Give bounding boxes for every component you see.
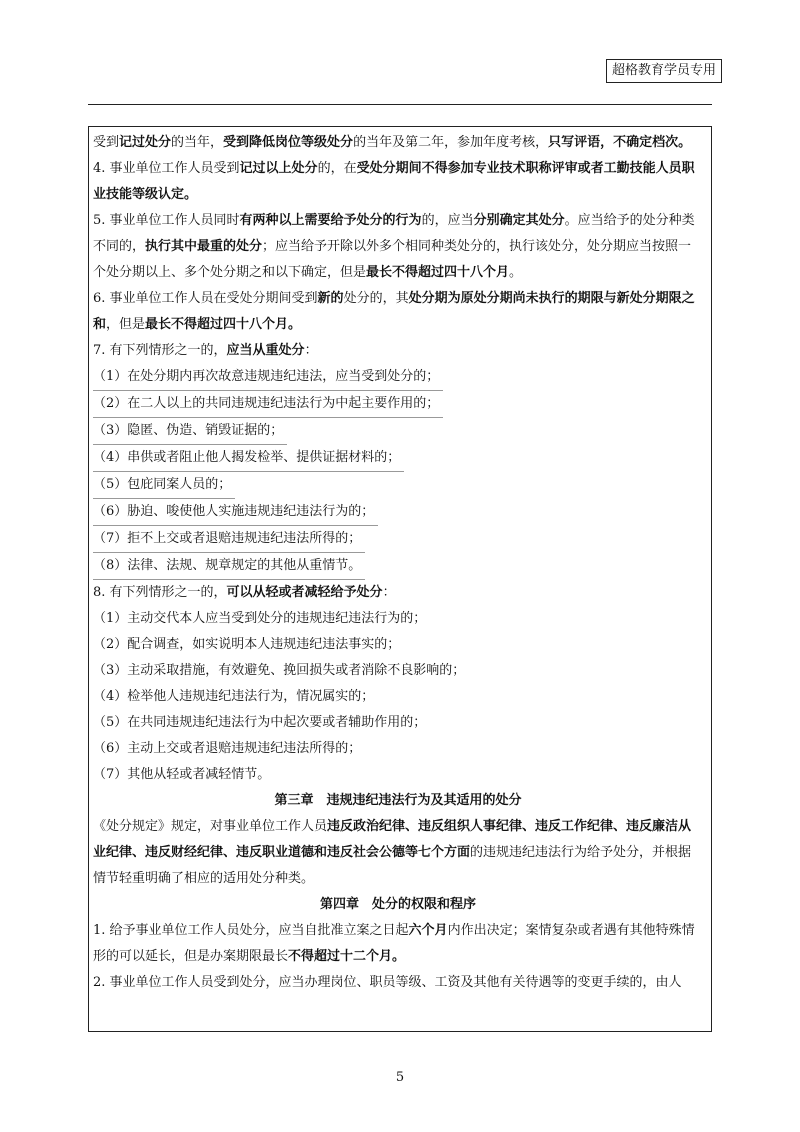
text-segment: （5）在共同违规违纪违法行为中起次要或者辅助作用的； — [93, 715, 427, 730]
chapter-heading: 第三章 违规违纪违法行为及其适用的处分 — [274, 793, 522, 808]
paragraph — [93, 814, 703, 892]
text-segment: 的违规违纪违法行为给予处分，并根据情节轻重明确了相应的适用处分种类。 — [93, 845, 692, 886]
emphasis-text: 新的 — [317, 291, 344, 306]
emphasis-text: 有两种以上需要给予处分的行为 — [239, 213, 422, 228]
text-segment: （2）配合调查，如实说明本人违规违纪违法事实的； — [93, 637, 401, 652]
text-segment: ： — [304, 343, 318, 358]
list-item — [93, 472, 703, 499]
list-item — [93, 391, 703, 418]
text-segment: 的，在 — [317, 161, 357, 176]
text-segment: 1. 给予事业单位工作人员处分，应当自批准立案之日起 — [93, 923, 409, 938]
paragraph — [93, 580, 703, 606]
paragraph — [93, 286, 703, 338]
list-item-text: （5）包庇同案人员的； — [93, 472, 235, 499]
text-segment: （1）主动交代本人应当受到处分的违规违纪违法行为的； — [93, 611, 427, 626]
paragraph — [93, 338, 703, 364]
emphasis-text: 处分期为原处分期尚未执行的期限与新处分期限之和 — [93, 291, 695, 332]
paragraph — [93, 970, 703, 996]
emphasis-text: 不得超过十二个月。 — [288, 949, 406, 964]
paragraph — [93, 658, 703, 684]
text-segment: （3）主动采取措施，有效避免、挽回损失或者消除不良影响的； — [93, 663, 466, 678]
list-item-text: （2）在二人以上的共同违规违纪违法行为中起主要作用的； — [93, 391, 443, 418]
emphasis-text: 记过以上处分 — [239, 161, 318, 176]
emphasis-text: 分别确定其处分 — [473, 213, 565, 228]
text-segment: 2. 事业单位工作人员受到处分，应当办理岗位、职员等级、工资及其他有关待遇等的变更手续的，由人 — [93, 975, 682, 990]
list-item — [93, 418, 703, 445]
text-segment: 的，应当 — [421, 213, 474, 228]
paragraph — [93, 208, 703, 286]
paragraph — [93, 918, 703, 970]
list-item-text: （7）拒不上交或者退赔违规违纪违法所得的； — [93, 526, 365, 553]
text-segment: （7）其他从轻或者减轻情节。 — [93, 767, 271, 782]
list-item-text: （8）法律、法规、规章规定的其他从重情节。 — [93, 553, 365, 580]
text-segment: 的当年及第二年，参加年度考核， — [353, 135, 549, 150]
emphasis-text: 违反政治纪律、违反组织人事纪律、违反工作纪律、违反廉洁从业纪律、违反财经纪律、违反职业道德和违反社会公德等七个方面 — [93, 819, 692, 860]
text-segment: ，但是 — [106, 317, 146, 332]
header-tag: 超格教育学员专用 — [606, 59, 722, 83]
text-segment: （4）检举他人违规违纪违法行为，情况属实的； — [93, 689, 375, 704]
emphasis-text: 六个月 — [408, 923, 448, 938]
emphasis-text: 受到降低岗位等级处分 — [223, 135, 354, 150]
paragraph — [93, 736, 703, 762]
paragraph — [93, 684, 703, 710]
header-divider — [88, 104, 712, 105]
text-segment: 5. 事业单位工作人员同时 — [93, 213, 240, 228]
paragraph — [93, 632, 703, 658]
text-segment: 《处分规定》规定，对事业单位工作人员 — [93, 819, 328, 834]
list-item — [93, 445, 703, 472]
list-item — [93, 526, 703, 553]
list-item-text: （4）串供或者阻止他人揭发检举、提供证据材料的； — [93, 445, 404, 472]
list-item-text: （6）胁迫、唆使他人实施违规违纪违法行为的； — [93, 499, 378, 526]
list-item — [93, 499, 703, 526]
text-segment: （6）主动上交或者退赔违规违纪违法所得的； — [93, 741, 362, 756]
list-item — [93, 364, 703, 391]
list-item-text: （1）在处分期内再次故意违规违纪违法，应当受到处分的； — [93, 364, 443, 391]
content-frame — [88, 126, 712, 1032]
chapter-heading: 第四章 处分的权限和程序 — [319, 897, 476, 912]
paragraph — [93, 130, 703, 156]
emphasis-text: 最长不得超过四十八个月 — [366, 265, 510, 280]
text-segment: 受到 — [93, 135, 120, 150]
text-segment: ： — [382, 585, 396, 600]
text-segment: 处分的，其 — [343, 291, 409, 306]
text-segment: 的当年， — [171, 135, 224, 150]
list-item — [93, 553, 703, 580]
paragraph — [93, 710, 703, 736]
text-segment: 。应当给予的处分种类不同的， — [93, 213, 695, 254]
text-segment: 。 — [509, 265, 523, 280]
emphasis-text: 最长不得超过四十八个月。 — [145, 317, 302, 332]
emphasis-text: 执行其中最重的处分 — [145, 239, 263, 254]
emphasis-text: 只写评语，不确定档次。 — [548, 135, 692, 150]
paragraph — [93, 156, 703, 208]
text-segment: 8. 有下列情形之一的， — [93, 585, 227, 600]
text-segment: 6. 事业单位工作人员在受处分期间受到 — [93, 291, 318, 306]
emphasis-text: 记过处分 — [119, 135, 172, 150]
text-segment: ；应当给予开除以外多个相同种类处分的，执行该处分，处分期应当按照一个处分期以上、多个处分期之和以下确定，但是 — [93, 239, 692, 280]
text-segment: 7. 有下列情形之一的， — [93, 343, 227, 358]
emphasis-text: 应当从重处分 — [226, 343, 305, 358]
page-number: 5 — [395, 1070, 405, 1085]
text-segment: 内作出决定；案情复杂或者遇有其他特殊情形的可以延长，但是办案期限最长 — [93, 923, 695, 964]
list-item-text: （3）隐匿、伪造、销毁证据的； — [93, 418, 287, 445]
text-segment: 4. 事业单位工作人员受到 — [93, 161, 240, 176]
paragraph — [93, 606, 703, 632]
paragraph — [93, 762, 703, 788]
emphasis-text: 可以从轻或者减轻给予处分 — [226, 585, 383, 600]
emphasis-text: 受处分期间不得参加专业技术职称评审或者工勤技能人员职业技能等级认定。 — [93, 161, 695, 202]
